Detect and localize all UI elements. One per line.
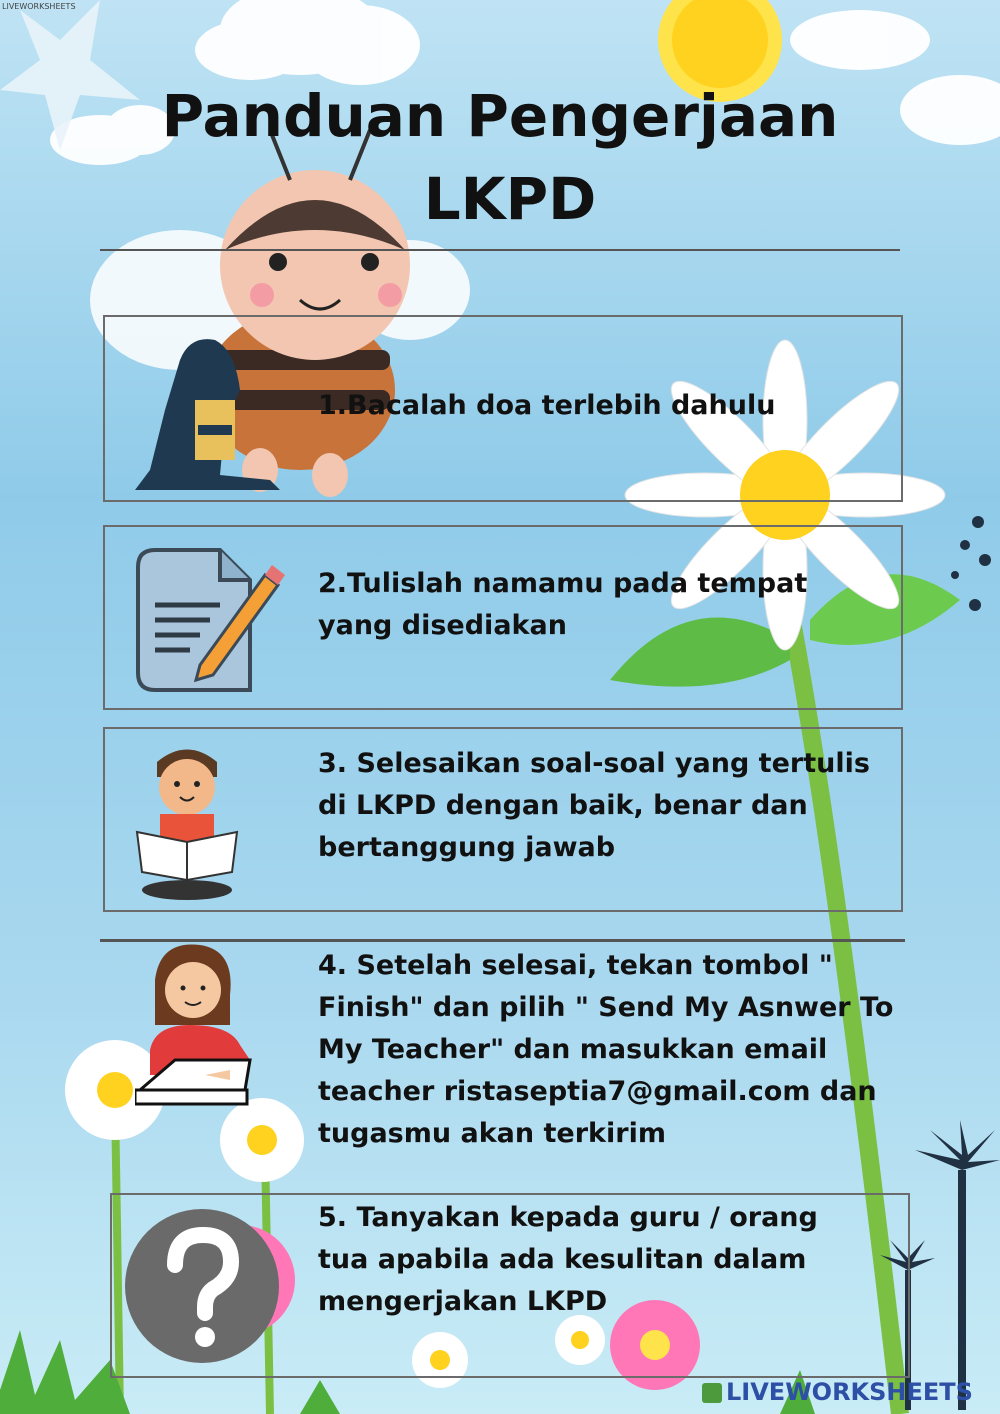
question-mark-icon: [123, 1207, 281, 1365]
title-divider: [100, 249, 900, 251]
dots: [951, 516, 991, 611]
step-3-text: 3. Selesaikan soal-soal yang tertulis di LKPD dengan baik, benar dan bertanggung jawab: [318, 748, 870, 863]
liveworksheets-badge[interactable]: [702, 1378, 973, 1406]
step-5-text: 5. Tanyakan kepada guru / orang tua apabila ada kesulitan dalam mengerjakan LKPD: [318, 1202, 818, 1317]
girl-writing-icon: [135, 940, 260, 1118]
document-pencil-icon: [130, 545, 285, 695]
boy-reading-icon: [132, 742, 242, 902]
step-1-text: 1.Bacalah doa terlebih dahulu: [318, 390, 776, 421]
step-2-text: 2.Tulislah namamu pada tempat yang disediakan: [318, 568, 808, 641]
corner-watermark: LIVEWORKSHEETS: [2, 2, 76, 11]
page-title-line-2: LKPD: [423, 165, 597, 233]
liveworksheets-logo-icon: [702, 1383, 722, 1403]
page-title-line-1: Panduan Pengerjaan: [161, 82, 839, 150]
praying-person-icon: [130, 330, 290, 495]
liveworksheets-label: LIVEWORKSHEETS: [726, 1378, 973, 1406]
step-4-text: 4. Setelah selesai, tekan tombol " Finish" dan pilih " Send My Asnwer To My Teacher" dan masukkan email teacher ristaseptia7@gmail.com dan tugasmu akan terkirim: [318, 950, 894, 1149]
